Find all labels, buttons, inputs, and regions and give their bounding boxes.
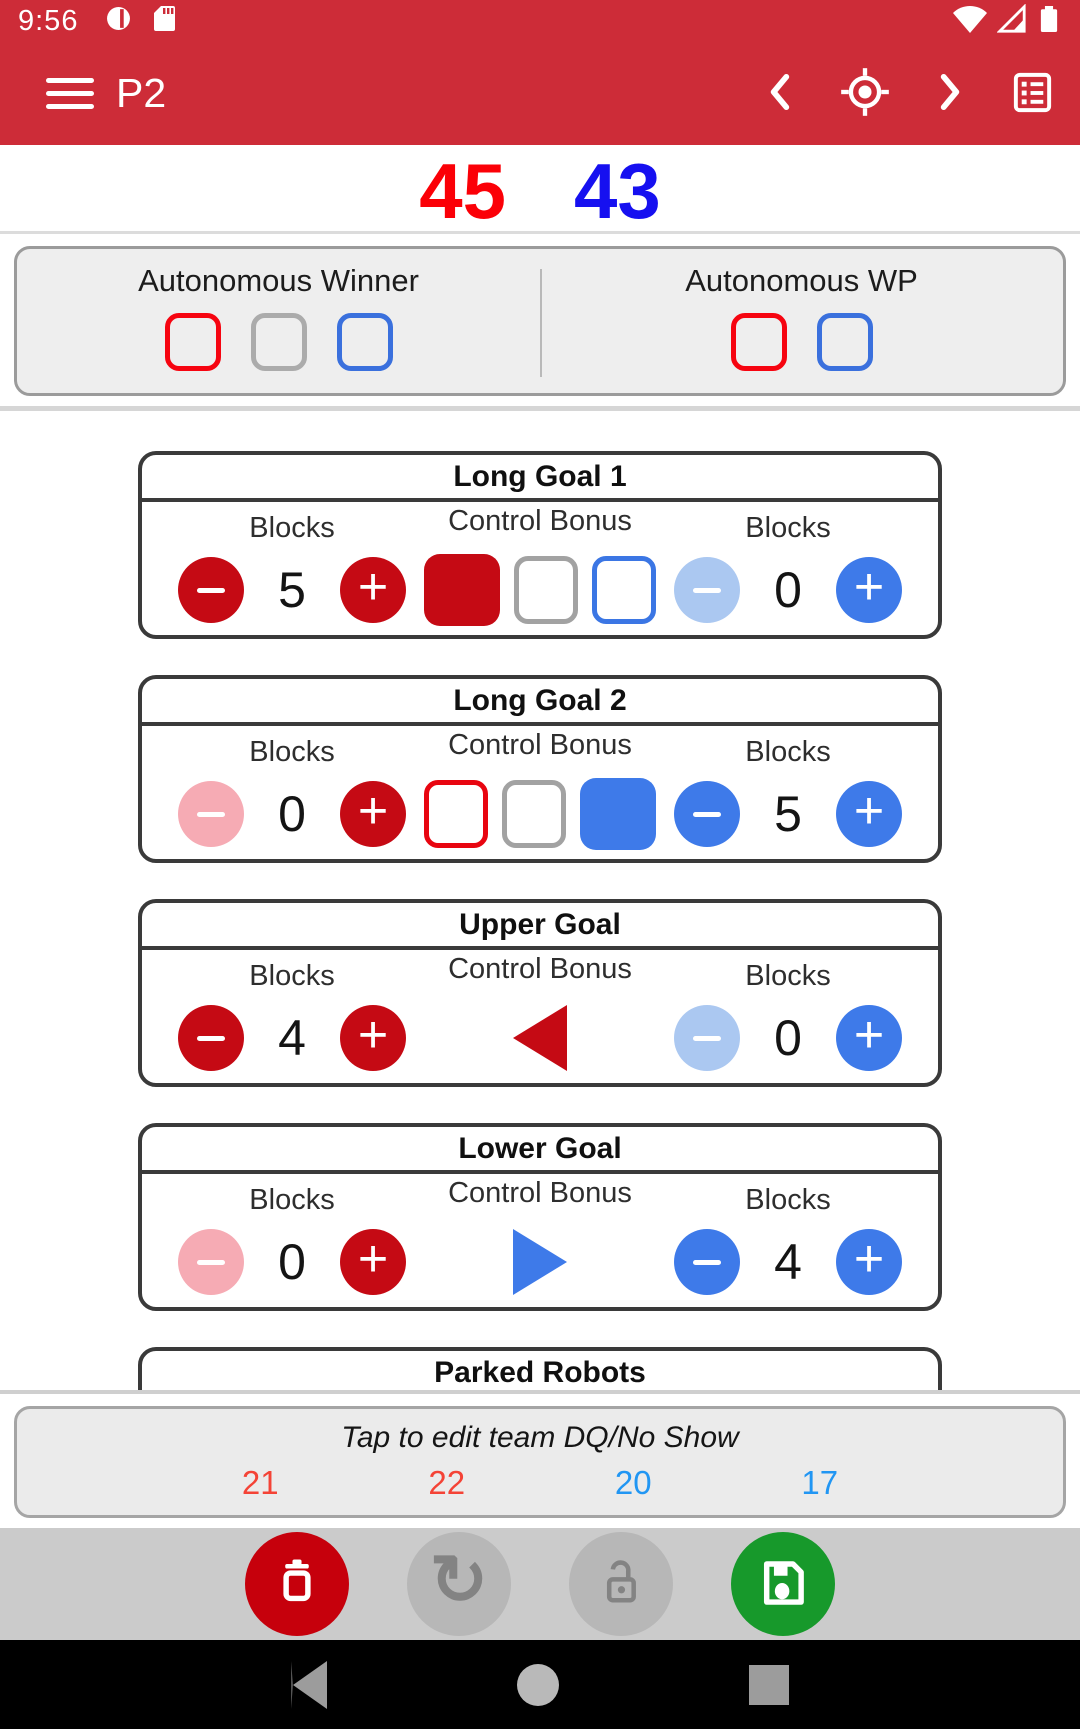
goal-card-lower-goal: [138, 1123, 942, 1311]
clock-text: 9:56: [18, 4, 79, 37]
control-bonus-blue-checkbox[interactable]: [580, 778, 656, 850]
divider: [0, 231, 1080, 234]
match-list-icon: [1009, 69, 1056, 119]
blue-blocks-count: 5: [774, 786, 802, 842]
goal-card-title: Lower Goal: [142, 1127, 938, 1174]
save-icon: [754, 1554, 812, 1615]
match-list-button[interactable]: [1009, 69, 1056, 119]
plus-icon: +: [853, 1006, 885, 1064]
red-blocks-decrement-button[interactable]: [178, 781, 244, 847]
dq-hint-text: Tap to edit team DQ/No Show: [341, 1421, 739, 1454]
red-blocks-label: Blocks: [249, 960, 335, 992]
control-bonus-red-arrow-icon[interactable]: [513, 1005, 567, 1071]
minus-icon: [693, 1036, 721, 1041]
control-bonus-label: Control Bonus: [448, 1177, 632, 1209]
blue-blocks-label: Blocks: [745, 1184, 831, 1216]
blue-blocks-count: 4: [774, 1234, 802, 1290]
blue-blocks-decrement-button[interactable]: [674, 1005, 740, 1071]
autonomous-winner-section: [17, 249, 540, 393]
minus-icon: [197, 588, 225, 593]
blue-blocks-label: Blocks: [745, 960, 831, 992]
red-blocks-count: 0: [278, 786, 306, 842]
cell-signal-icon: [997, 4, 1027, 39]
current-match-button[interactable]: [839, 66, 891, 121]
red-blocks-decrement-button[interactable]: [178, 557, 244, 623]
minus-icon: [693, 1260, 721, 1265]
red-blocks-decrement-button[interactable]: [178, 1005, 244, 1071]
goal-scroll-area[interactable]: [0, 411, 1080, 1390]
goal-card-long-goal-2: [138, 675, 942, 863]
goal-card-parked-robots: [138, 1347, 942, 1390]
previous-match-button[interactable]: [769, 73, 791, 114]
blue-blocks-increment-button[interactable]: [836, 557, 902, 623]
next-match-button[interactable]: [939, 73, 961, 114]
recents-icon[interactable]: [749, 1665, 789, 1705]
autonomous-wp-section: [540, 249, 1063, 393]
android-nav-bar: [0, 1640, 1080, 1729]
red-blocks-increment-button[interactable]: [340, 1005, 406, 1071]
red-blocks-count: 4: [278, 1010, 306, 1066]
plus-icon: +: [853, 1230, 885, 1288]
blue-blocks-increment-button[interactable]: [836, 1005, 902, 1071]
goal-card-long-goal-1: [138, 451, 942, 639]
trash-icon: [268, 1554, 326, 1615]
blue-blocks-count: 0: [774, 562, 802, 618]
bottom-toolbar: [0, 1528, 1080, 1640]
delete-button[interactable]: [245, 1532, 349, 1636]
goal-card-title: Long Goal 2: [142, 679, 938, 726]
save-button[interactable]: [731, 1532, 835, 1636]
autonomous-wp-label: Autonomous WP: [685, 263, 918, 298]
goal-card-title: Long Goal 1: [142, 455, 938, 502]
team-number[interactable]: 22: [428, 1464, 466, 1501]
blue-score: 43: [574, 146, 661, 235]
blue-blocks-increment-button[interactable]: [836, 781, 902, 847]
status-right-icons: [952, 3, 1062, 40]
plus-icon: +: [357, 1006, 389, 1064]
blue-blocks-decrement-button[interactable]: [674, 557, 740, 623]
red-blocks-increment-button[interactable]: [340, 557, 406, 623]
autonomous-winner-label: Autonomous Winner: [138, 263, 419, 298]
control-bonus-red-checkbox[interactable]: [424, 554, 500, 626]
auto-winner-blue-checkbox[interactable]: [337, 313, 393, 371]
refresh-icon: ↻: [429, 1541, 489, 1619]
minus-icon: [197, 1260, 225, 1265]
auto-wp-blue-checkbox[interactable]: [817, 313, 873, 371]
back-icon[interactable]: [291, 1661, 327, 1709]
red-blocks-increment-button[interactable]: [340, 1229, 406, 1295]
red-blocks-decrement-button[interactable]: [178, 1229, 244, 1295]
red-blocks-label: Blocks: [249, 736, 335, 768]
plus-icon: +: [853, 558, 885, 616]
autonomous-panel: [14, 246, 1066, 396]
blue-blocks-decrement-button[interactable]: [674, 781, 740, 847]
red-blocks-count: 0: [278, 1234, 306, 1290]
blue-blocks-increment-button[interactable]: [836, 1229, 902, 1295]
team-number[interactable]: 17: [801, 1464, 839, 1501]
gps-target-icon: [839, 66, 891, 121]
app-bar: [0, 42, 1080, 145]
vertical-divider: [540, 269, 542, 377]
blue-blocks-label: Blocks: [745, 736, 831, 768]
chevron-left-icon: [769, 73, 791, 114]
auto-wp-red-checkbox[interactable]: [731, 313, 787, 371]
home-icon[interactable]: [517, 1664, 559, 1706]
battery-icon: [1036, 3, 1062, 40]
team-number[interactable]: 21: [241, 1464, 279, 1501]
red-blocks-label: Blocks: [249, 1184, 335, 1216]
control-bonus-label: Control Bonus: [448, 729, 632, 761]
control-bonus-blue-arrow-icon[interactable]: [513, 1229, 567, 1295]
match-score: [0, 145, 1080, 235]
wifi-icon: [952, 4, 988, 39]
minus-icon: [693, 812, 721, 817]
data-saver-icon: [106, 6, 131, 36]
sd-card-icon: [153, 5, 176, 37]
control-bonus-label: Control Bonus: [448, 505, 632, 537]
minus-icon: [197, 812, 225, 817]
plus-icon: +: [357, 1230, 389, 1288]
divider: [0, 1390, 1080, 1394]
control-bonus-none-checkbox[interactable]: [514, 556, 578, 624]
unlock-icon: [592, 1554, 650, 1615]
red-blocks-count: 5: [278, 562, 306, 618]
blue-blocks-label: Blocks: [745, 512, 831, 544]
blue-blocks-decrement-button[interactable]: [674, 1229, 740, 1295]
status-bar: [0, 0, 1080, 42]
reset-button[interactable]: [407, 1532, 511, 1636]
auto-winner-tie-checkbox[interactable]: [251, 313, 307, 371]
menu-icon[interactable]: [46, 78, 94, 109]
minus-icon: [693, 588, 721, 593]
plus-icon: +: [357, 782, 389, 840]
plus-icon: +: [853, 782, 885, 840]
goal-card-upper-goal: [138, 899, 942, 1087]
goal-card-title: Parked Robots: [142, 1351, 938, 1390]
red-score: 45: [419, 146, 506, 235]
plus-icon: +: [357, 558, 389, 616]
lock-button[interactable]: [569, 1532, 673, 1636]
goal-card-title: Upper Goal: [142, 903, 938, 950]
minus-icon: [197, 1036, 225, 1041]
red-blocks-increment-button[interactable]: [340, 781, 406, 847]
red-blocks-label: Blocks: [249, 512, 335, 544]
team-number-row: [167, 1464, 913, 1502]
auto-winner-red-checkbox[interactable]: [165, 313, 221, 371]
page-title: P2: [116, 70, 167, 116]
control-bonus-red-checkbox[interactable]: [424, 780, 488, 848]
status-left-icons: [106, 5, 176, 37]
control-bonus-label: Control Bonus: [448, 953, 632, 985]
team-number[interactable]: 20: [614, 1464, 652, 1501]
control-bonus-none-checkbox[interactable]: [502, 780, 566, 848]
dq-no-show-panel[interactable]: [14, 1406, 1066, 1518]
blue-blocks-count: 0: [774, 1010, 802, 1066]
chevron-right-icon: [939, 73, 961, 114]
control-bonus-blue-checkbox[interactable]: [592, 556, 656, 624]
